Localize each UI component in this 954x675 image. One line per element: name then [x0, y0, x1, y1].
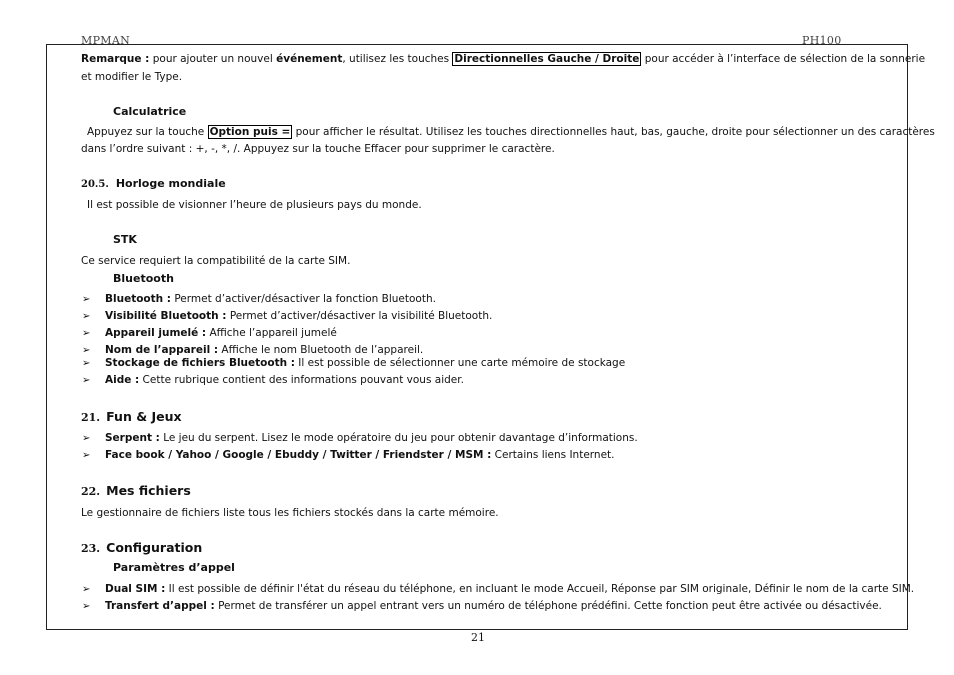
horloge-title: Horloge mondiale — [115, 177, 226, 190]
bullet-arrow-icon: ➢ — [82, 375, 91, 386]
remarque-text3: pour accéder à l’interface de sélection de la sonnerie — [641, 53, 926, 65]
bullet-arrow-icon: ➢ — [82, 584, 91, 595]
list-item-text: Permet d’activer/désactiver la fonction Bluetooth. — [171, 293, 436, 305]
bullet-arrow-icon: ➢ — [82, 358, 91, 369]
list-item-label: Visibilité Bluetooth : — [105, 310, 227, 322]
list-item — [105, 357, 625, 370]
list-item-label: Dual SIM : — [105, 583, 166, 595]
list-item-text: Il est possible de définir l'état du réseau du téléphone, en incluant le mode Accueil, Réponse par SIM originale, Définir le nom de la carte SIM. — [165, 583, 915, 595]
config-heading — [81, 540, 202, 555]
remarque-colon: : — [141, 53, 150, 65]
remarque-text2: , utilisez les touches — [342, 53, 453, 65]
list-item-text: Affiche l’appareil jumelé — [206, 327, 337, 339]
list-item-text: Permet de transférer un appel entrant vers un numéro de téléphone prédéfini. Cette fonction peut être activée ou désactivée. — [214, 600, 882, 612]
bullet-arrow-icon: ➢ — [82, 433, 91, 444]
list-item-text: Certains liens Internet. — [491, 449, 615, 461]
list-item-text: Le jeu du serpent. Lisez le mode opératoire du jeu pour obtenir davantage d’informations. — [159, 432, 638, 444]
list-item-text: Affiche le nom Bluetooth de l’appareil. — [218, 344, 424, 356]
fichiers-heading — [81, 483, 191, 498]
bullet-arrow-icon: ➢ — [82, 328, 91, 339]
bullet-arrow-icon: ➢ — [82, 311, 91, 322]
fun-number: 21. — [81, 411, 101, 424]
list-item — [105, 327, 337, 340]
remarque-label: Remarque — [81, 53, 142, 65]
horloge-text: Il est possible de visionner l’heure de plusieurs pays du monde. — [87, 199, 422, 211]
bullet-arrow-icon: ➢ — [82, 345, 91, 356]
header-right: PH100 — [802, 34, 842, 47]
horloge-heading — [81, 177, 226, 190]
fun-heading — [81, 409, 182, 424]
remarque-paragraph — [81, 53, 925, 66]
list-item-label: Stockage de fichiers Bluetooth : — [105, 357, 295, 369]
calculatrice-paragraph — [87, 126, 935, 139]
stk-text: Ce service requiert la compatibilité de la carte SIM. — [81, 255, 351, 267]
horloge-number: 20.5. — [81, 179, 109, 190]
list-item — [105, 344, 423, 357]
calculatrice-line2: dans l’ordre suivant : +, -, *, /. Appuyez sur la touche Effacer pour supprimer le caractère. — [81, 143, 555, 155]
fichiers-number: 22. — [81, 485, 101, 498]
list-item-label: Nom de l’appareil : — [105, 344, 219, 356]
fichiers-text: Le gestionnaire de fichiers liste tous les fichiers stockés dans la carte mémoire. — [81, 507, 499, 519]
list-item-text: Cette rubrique contient des informations pouvant vous aider. — [139, 374, 464, 386]
list-item — [105, 583, 914, 596]
calculatrice-text1: Appuyez sur la touche — [87, 126, 208, 138]
fichiers-title: Mes fichiers — [106, 483, 191, 498]
list-item-label: Face book / Yahoo / Google / Ebuddy / Twitter / Friendster / MSM : — [105, 449, 492, 461]
calculatrice-key-box: Option puis = — [209, 126, 291, 138]
list-item-text: Permet d’activer/désactiver la visibilité Bluetooth. — [226, 310, 493, 322]
remarque-text1: pour ajouter un nouvel — [149, 53, 277, 65]
list-item — [105, 374, 464, 387]
config-subheading: Paramètres d’appel — [113, 561, 235, 574]
list-item-text: Il est possible de sélectionner une carte mémoire de stockage — [294, 357, 626, 369]
header-left: MPMAN — [81, 34, 130, 47]
remarque-bold: événement — [276, 53, 343, 65]
remarque-line2: et modifier le Type. — [81, 71, 183, 83]
config-number: 23. — [81, 542, 101, 555]
list-item — [105, 449, 615, 462]
bullet-arrow-icon: ➢ — [82, 450, 91, 461]
list-item-label: Serpent : — [105, 432, 160, 444]
list-item-label: Appareil jumelé : — [105, 327, 207, 339]
calculatrice-heading: Calculatrice — [113, 105, 187, 118]
fun-title: Fun & Jeux — [106, 409, 182, 424]
config-title: Configuration — [106, 540, 203, 555]
bullet-arrow-icon: ➢ — [82, 601, 91, 612]
list-item — [105, 600, 882, 613]
list-item — [105, 432, 638, 445]
page-number: 21 — [471, 631, 485, 644]
bullet-arrow-icon: ➢ — [82, 294, 91, 305]
list-item — [105, 293, 436, 306]
calculatrice-text2: pour afficher le résultat. Utilisez les touches directionnelles haut, bas, gauche, droite pour sélectionner un des caractères — [292, 126, 935, 138]
remarque-key-box: Directionnelles Gauche / Droite — [454, 53, 640, 65]
list-item-label: Aide : — [105, 374, 140, 386]
list-item-label: Transfert d’appel : — [105, 600, 215, 612]
list-item-label: Bluetooth : — [105, 293, 171, 305]
bluetooth-heading: Bluetooth — [113, 272, 174, 285]
list-item — [105, 310, 492, 323]
stk-heading: STK — [113, 233, 137, 246]
